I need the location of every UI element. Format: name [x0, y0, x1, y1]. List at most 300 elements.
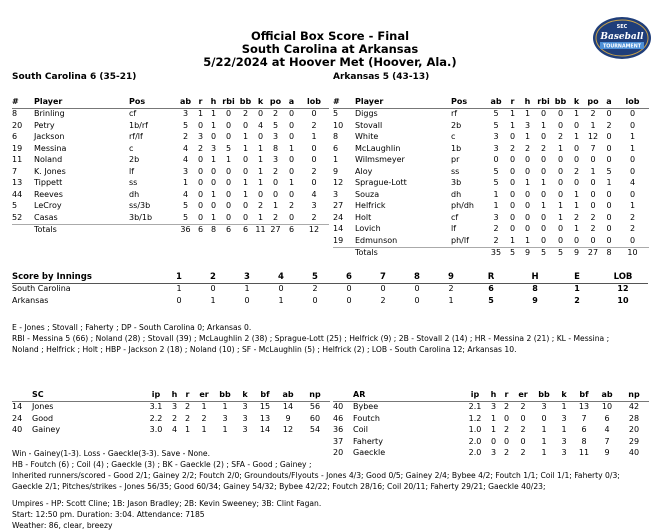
- table-row: [12, 166, 329, 178]
- stat-cell: 3: [493, 143, 499, 153]
- stat-cell: 5: [272, 120, 279, 130]
- total-cell: 9: [569, 247, 584, 259]
- column-header: rbi: [535, 96, 552, 108]
- stat-cell: 0: [606, 235, 612, 245]
- stat-cell: 6: [604, 413, 610, 423]
- stat-cell: 2: [573, 212, 580, 222]
- player-name: Stovall: [355, 120, 383, 130]
- summary-line-4: Gaeckle 2/1; Pitches/strikes - Jones 56/35; Good 60/34; Gainey 54/32; Bybee 42/22; Foutch 28/16; Coil 20/11; Faherty 29/21; Gaeckle 40/23;: [12, 482, 546, 491]
- stat-cell: 3: [311, 201, 317, 211]
- total-cell: 6: [284, 224, 299, 236]
- total-cell: [129, 224, 177, 236]
- player-name: Petry: [34, 120, 55, 130]
- pitcher-number: 40: [12, 425, 23, 435]
- stat-cell: 40: [628, 448, 640, 458]
- table-row: [12, 155, 329, 167]
- stat-cell: 0: [509, 189, 516, 199]
- stat-cell: 3.1: [149, 402, 163, 412]
- logo-sec-text: SEC: [616, 24, 628, 30]
- stat-cell: 0: [509, 166, 516, 176]
- stat-cell: 0: [520, 436, 526, 446]
- column-header: r: [181, 389, 194, 401]
- table-row: [12, 178, 329, 190]
- pitcher-number: 40: [333, 402, 344, 412]
- stat-cell: 1: [490, 413, 497, 423]
- column-header: #: [12, 96, 34, 108]
- batting-header-row: [12, 96, 329, 108]
- stat-cell: 20: [628, 425, 640, 435]
- stat-cell: 2: [573, 166, 580, 176]
- stat-cell: 0: [242, 212, 249, 222]
- stat-cell: ss/3b: [129, 201, 151, 211]
- stat-cell: 12: [282, 425, 294, 435]
- stat-cell: 2: [520, 425, 526, 435]
- stat-cell: 5: [225, 143, 232, 153]
- stat-cell: 8: [12, 109, 18, 119]
- stat-cell: 44: [12, 189, 23, 199]
- stat-cell: 3: [561, 448, 567, 458]
- stat-cell: cf: [451, 212, 459, 222]
- stat-cell: 0: [257, 132, 264, 142]
- stat-cell: 8: [333, 132, 339, 142]
- stat-cell: 2: [503, 425, 510, 435]
- stat-cell: 2: [311, 166, 317, 176]
- stat-cell: 0: [520, 413, 526, 423]
- stat-cell: 0: [288, 109, 295, 119]
- total-cell: 27: [584, 247, 602, 259]
- stat-cell: 1: [509, 120, 516, 130]
- player-name: Messina: [34, 143, 67, 153]
- table-row: [12, 120, 329, 132]
- stat-cell: 1: [557, 143, 564, 153]
- stat-cell: ss: [129, 178, 138, 188]
- table-row: [333, 178, 649, 190]
- stat-cell: 0: [509, 132, 516, 142]
- stat-cell: 3: [182, 109, 189, 119]
- stat-cell: 0: [524, 166, 531, 176]
- stat-cell: 2: [272, 109, 279, 119]
- stat-cell: 0: [606, 212, 612, 222]
- stat-cell: 19: [12, 143, 23, 153]
- total-cell: 10: [616, 247, 649, 259]
- stat-cell: 2: [272, 166, 279, 176]
- inning-score: 0: [346, 295, 352, 305]
- stat-cell: 0: [590, 235, 596, 245]
- stat-cell: lf: [451, 224, 457, 234]
- footer-start-duration: Start: 12:50 pm. Duration: 3:04. Attendance: 7185: [12, 510, 205, 519]
- stat-cell: 1: [509, 109, 516, 119]
- score-by-innings-table: [12, 271, 648, 307]
- total-cell: 8: [207, 224, 220, 236]
- stat-cell: 2: [520, 448, 526, 458]
- stat-cell: 0: [509, 224, 516, 234]
- stat-cell: 5: [12, 201, 18, 211]
- stat-cell: 7: [12, 166, 18, 176]
- column-header: bb: [237, 96, 254, 108]
- summary-line-2: HB - Foutch (6) ; Coil (4) ; Gaeckle (3) ; BK - Gaeckle (2) ; SFA - Good ; Gainey ;: [12, 460, 312, 469]
- box-score-header: [0, 30, 660, 69]
- table-row: [333, 143, 649, 155]
- stat-cell: 0: [606, 155, 612, 165]
- pitcher-name: Gainey: [32, 425, 61, 435]
- batting-header-row: [333, 96, 649, 108]
- stat-cell: 3: [242, 425, 248, 435]
- column-header: np: [300, 389, 330, 401]
- stat-cell: 1: [257, 212, 264, 222]
- stat-cell: ph/lf: [451, 235, 469, 245]
- stat-cell: 1: [242, 189, 249, 199]
- stat-cell: 5: [606, 166, 612, 176]
- stat-cell: 0: [573, 120, 580, 130]
- stat-cell: 2: [524, 143, 531, 153]
- header-matchup: South Carolina at Arkansas: [241, 42, 419, 56]
- inning-score: 0: [244, 295, 250, 305]
- stat-cell: 9: [285, 413, 291, 423]
- stat-cell: 4: [182, 189, 189, 199]
- stat-cell: 1: [272, 201, 279, 211]
- column-header: bb: [552, 96, 569, 108]
- pitcher-name: Bybee: [353, 402, 379, 412]
- away-team-title: South Carolina 6 (35-21): [12, 72, 137, 82]
- stat-cell: 14: [333, 224, 344, 234]
- stat-cell: 3: [490, 402, 497, 412]
- stat-cell: 0: [524, 189, 531, 199]
- stat-cell: pr: [451, 155, 460, 165]
- stat-cell: 8: [272, 143, 279, 153]
- table-row: [333, 155, 649, 167]
- stat-cell: 1: [210, 120, 217, 130]
- stat-cell: 5: [333, 109, 339, 119]
- stat-cell: 2: [184, 402, 191, 412]
- stat-cell: 0: [288, 155, 295, 165]
- column-header: bf: [254, 389, 276, 401]
- stat-cell: 0: [503, 413, 510, 423]
- stat-cell: 0: [509, 212, 516, 222]
- pitching-team-header: SC: [32, 389, 144, 401]
- stat-cell: 3: [524, 120, 531, 130]
- pitcher-name: Foutch: [353, 413, 380, 423]
- pitching-team-header: AR: [353, 389, 463, 401]
- stat-cell: 1b: [451, 143, 462, 153]
- stat-cell: 2.0: [468, 436, 482, 446]
- stat-cell: 4: [311, 189, 317, 199]
- stat-cell: 5: [493, 109, 499, 119]
- player-name: Souza: [355, 189, 380, 199]
- stat-cell: 1: [197, 109, 204, 119]
- stat-cell: 1: [288, 178, 295, 188]
- stat-cell: 2: [242, 109, 249, 119]
- stat-cell: 0: [288, 120, 295, 130]
- inning-header: 7: [366, 271, 400, 283]
- total-cell: [12, 224, 34, 236]
- stat-cell: 1: [242, 178, 249, 188]
- stat-cell: 0: [606, 189, 612, 199]
- stat-cell: 0: [573, 178, 580, 188]
- stat-cell: 2: [590, 109, 596, 119]
- table-row: [333, 425, 649, 437]
- stat-cell: 0: [590, 189, 596, 199]
- inning-score: 2: [448, 284, 454, 294]
- stat-cell: 0: [606, 201, 612, 211]
- stat-cell: 1: [573, 201, 580, 211]
- stat-cell: 1: [222, 425, 228, 435]
- stat-cell: 1: [541, 425, 547, 435]
- stat-cell: 0: [590, 201, 596, 211]
- table-row: [333, 413, 649, 425]
- stat-cell: 5: [182, 212, 189, 222]
- stat-cell: 0: [629, 189, 636, 199]
- column-header: lob: [299, 96, 329, 108]
- column-header: h: [520, 96, 535, 108]
- pitcher-number: 14: [12, 402, 23, 412]
- stat-cell: 0: [540, 189, 547, 199]
- inning-score: 0: [210, 284, 216, 294]
- stat-cell: 52: [12, 212, 23, 222]
- stat-cell: 0: [288, 132, 295, 142]
- column-header: ab: [276, 389, 300, 401]
- inning-header: 8: [400, 271, 434, 283]
- team-name: Arkansas: [12, 295, 49, 305]
- stat-cell: 0: [573, 155, 580, 165]
- stat-cell: 0: [503, 436, 510, 446]
- stat-cell: 1: [493, 189, 499, 199]
- column-header: er: [513, 389, 533, 401]
- stat-cell: 12: [587, 132, 599, 142]
- total-cell: 36: [177, 224, 194, 236]
- stat-cell: 0: [225, 201, 232, 211]
- stat-cell: 0: [540, 109, 547, 119]
- table-row: [12, 295, 648, 307]
- stat-cell: 1: [210, 212, 217, 222]
- stat-cell: 1: [288, 143, 295, 153]
- pitcher-name: Jones: [32, 402, 54, 412]
- table-row: [333, 166, 649, 178]
- total-cell: 11: [255, 225, 266, 235]
- inning-score: 0: [414, 295, 420, 305]
- away-batting-table: [12, 96, 329, 236]
- stat-cell: 0: [257, 109, 264, 119]
- stat-cell: 14: [259, 425, 271, 435]
- inning-header: 4: [264, 271, 298, 283]
- table-row: [333, 235, 649, 247]
- stat-cell: 2: [493, 235, 499, 245]
- stat-cell: 0: [557, 189, 564, 199]
- inning-score: 2: [380, 295, 386, 305]
- stat-cell: 3: [171, 402, 178, 412]
- summary-line-1: Win - Gainey(1-3). Loss - Gaeckle(3-3). Save - None.: [12, 449, 210, 458]
- stat-cell: 0: [225, 212, 232, 222]
- stat-cell: 4: [257, 120, 264, 130]
- table-row: [12, 132, 329, 144]
- stat-cell: 1: [222, 402, 228, 412]
- column-header: er: [194, 389, 214, 401]
- inning-header: 5: [298, 271, 332, 283]
- stat-cell: 0: [288, 212, 295, 222]
- column-header: ab: [177, 96, 194, 108]
- stat-cell: 0: [606, 132, 612, 142]
- stat-cell: 0: [225, 166, 232, 176]
- stat-cell: 2: [171, 413, 178, 423]
- stat-cell: 2: [197, 143, 204, 153]
- stat-cell: ph/dh: [451, 201, 474, 211]
- inning-header: E: [556, 271, 598, 283]
- pitcher-number: 36: [333, 425, 344, 435]
- stat-cell: 1: [184, 425, 191, 435]
- number-header: [12, 389, 32, 401]
- number-header: [333, 389, 353, 401]
- rhe-cell: 9: [532, 295, 538, 305]
- stat-cell: 0: [197, 212, 204, 222]
- column-header: bf: [573, 389, 595, 401]
- stat-cell: 0: [272, 178, 279, 188]
- notes-line-2: RBI - Messina 5 (66) ; Noland (28) ; Stovall (39) ; McLaughlin 2 (38) ; Sprague-Lott (25) ; Helfrick (9) ; 2B - Stovall 2 (14) ; HR - Messina 2 (21) ; KL - Messina ;: [12, 334, 610, 343]
- stat-cell: 0: [541, 413, 547, 423]
- stat-cell: 0: [242, 201, 249, 211]
- stat-cell: c: [451, 132, 456, 142]
- stat-cell: 0: [311, 178, 317, 188]
- inning-score: 1: [278, 295, 284, 305]
- pitcher-number: 24: [12, 413, 23, 423]
- stat-cell: 0: [540, 224, 547, 234]
- rhe-cell: 6: [488, 284, 494, 294]
- stat-cell: 1: [557, 201, 564, 211]
- stat-cell: 0: [606, 109, 612, 119]
- stat-cell: 0: [540, 166, 547, 176]
- player-name: Jackson: [34, 132, 65, 142]
- stat-cell: 2b: [451, 120, 462, 130]
- stat-cell: 1: [573, 224, 580, 234]
- stat-cell: 0: [557, 120, 564, 130]
- stat-cell: 3.0: [149, 425, 163, 435]
- stat-cell: 1: [257, 143, 264, 153]
- stat-cell: 2: [311, 120, 317, 130]
- column-header: po: [267, 96, 284, 108]
- stat-cell: dh: [451, 189, 462, 199]
- stat-cell: 2.2: [149, 413, 163, 423]
- player-name: Casas: [34, 212, 58, 222]
- total-cell: Totals: [355, 247, 451, 259]
- inning-score: 0: [176, 295, 182, 305]
- table-row: [333, 212, 649, 224]
- table-row: [333, 108, 649, 120]
- stat-cell: 0: [590, 155, 596, 165]
- table-row: [12, 413, 330, 425]
- player-name: Edmunson: [355, 235, 398, 245]
- stat-cell: 10: [333, 120, 344, 130]
- pitcher-name: Coil: [353, 425, 368, 435]
- stat-cell: 2b: [129, 155, 140, 165]
- stat-cell: 0: [242, 120, 249, 130]
- stat-cell: 3: [242, 413, 248, 423]
- stat-cell: 2: [201, 413, 207, 423]
- stat-cell: 60: [309, 413, 321, 423]
- stat-cell: 4: [182, 155, 189, 165]
- pitching-summary: [12, 448, 648, 492]
- stat-cell: 5: [493, 178, 499, 188]
- stat-cell: 3: [197, 132, 204, 142]
- stat-cell: 0: [210, 132, 217, 142]
- player-name: White: [355, 132, 379, 142]
- pitching-header-row: [333, 389, 649, 401]
- table-row: [12, 189, 329, 201]
- home-team-title: Arkansas 5 (43-13): [333, 72, 430, 82]
- stat-cell: 3: [561, 413, 567, 423]
- stat-cell: 1.0: [468, 425, 482, 435]
- rhe-cell: 2: [574, 295, 580, 305]
- stat-cell: 2: [606, 120, 612, 130]
- stat-cell: 1: [257, 178, 264, 188]
- table-row: [333, 132, 649, 144]
- inning-header: H: [514, 271, 556, 283]
- player-name: Lovich: [355, 224, 381, 234]
- stat-cell: 2: [509, 143, 516, 153]
- pitcher-name: Faherty: [353, 436, 383, 446]
- stat-cell: 2: [503, 448, 510, 458]
- table-row: [333, 401, 649, 413]
- table-row: [333, 436, 649, 448]
- stat-cell: 1: [540, 120, 547, 130]
- stat-cell: 1: [493, 201, 499, 211]
- stat-cell: 3: [210, 143, 217, 153]
- column-header: r: [194, 96, 207, 108]
- stat-cell: 1: [257, 155, 264, 165]
- stat-cell: 5: [493, 120, 499, 130]
- total-cell: 6: [220, 224, 237, 236]
- stat-cell: 0: [557, 166, 564, 176]
- inning-score: 1: [176, 284, 182, 294]
- stat-cell: cf: [129, 109, 137, 119]
- stat-cell: 1: [210, 109, 217, 119]
- stat-cell: 0: [493, 155, 499, 165]
- logo-baseball-text: Baseball: [600, 32, 644, 42]
- innings-title: Score by Innings: [12, 271, 162, 283]
- player-name: McLaughlin: [355, 143, 401, 153]
- column-header: r: [505, 96, 520, 108]
- column-header: lob: [616, 96, 649, 108]
- stat-cell: 0: [288, 189, 295, 199]
- stat-cell: 0: [509, 201, 516, 211]
- stat-cell: 11: [578, 448, 590, 458]
- stat-cell: 0: [197, 178, 204, 188]
- stat-cell: 0: [557, 178, 564, 188]
- stat-cell: 1: [540, 201, 547, 211]
- player-name: Helfrick: [355, 201, 386, 211]
- stat-cell: 0: [210, 178, 217, 188]
- stat-cell: 0: [225, 189, 232, 199]
- logo-tournament-text: TOURNAMENT: [602, 44, 642, 50]
- stat-cell: 1: [557, 212, 564, 222]
- player-name: Noland: [34, 155, 63, 165]
- column-header: a: [602, 96, 616, 108]
- stat-cell: 1: [524, 109, 531, 119]
- column-header: np: [619, 389, 649, 401]
- column-header: ab: [487, 96, 505, 108]
- stat-cell: 24: [333, 212, 344, 222]
- footer-weather: Weather: 86, clear, breezy: [12, 521, 113, 530]
- stat-cell: 3: [222, 413, 228, 423]
- stat-cell: 0: [606, 224, 612, 234]
- stat-cell: 13: [578, 402, 590, 412]
- stat-cell: ss: [451, 166, 460, 176]
- total-cell: 6: [194, 224, 207, 236]
- stat-cell: 2: [272, 212, 279, 222]
- stat-cell: 1: [590, 166, 596, 176]
- column-header: #: [333, 96, 355, 108]
- pitcher-number: 20: [333, 448, 344, 458]
- column-header: Player: [34, 96, 129, 108]
- stat-cell: 28: [628, 413, 640, 423]
- inning-score: 1: [448, 295, 454, 305]
